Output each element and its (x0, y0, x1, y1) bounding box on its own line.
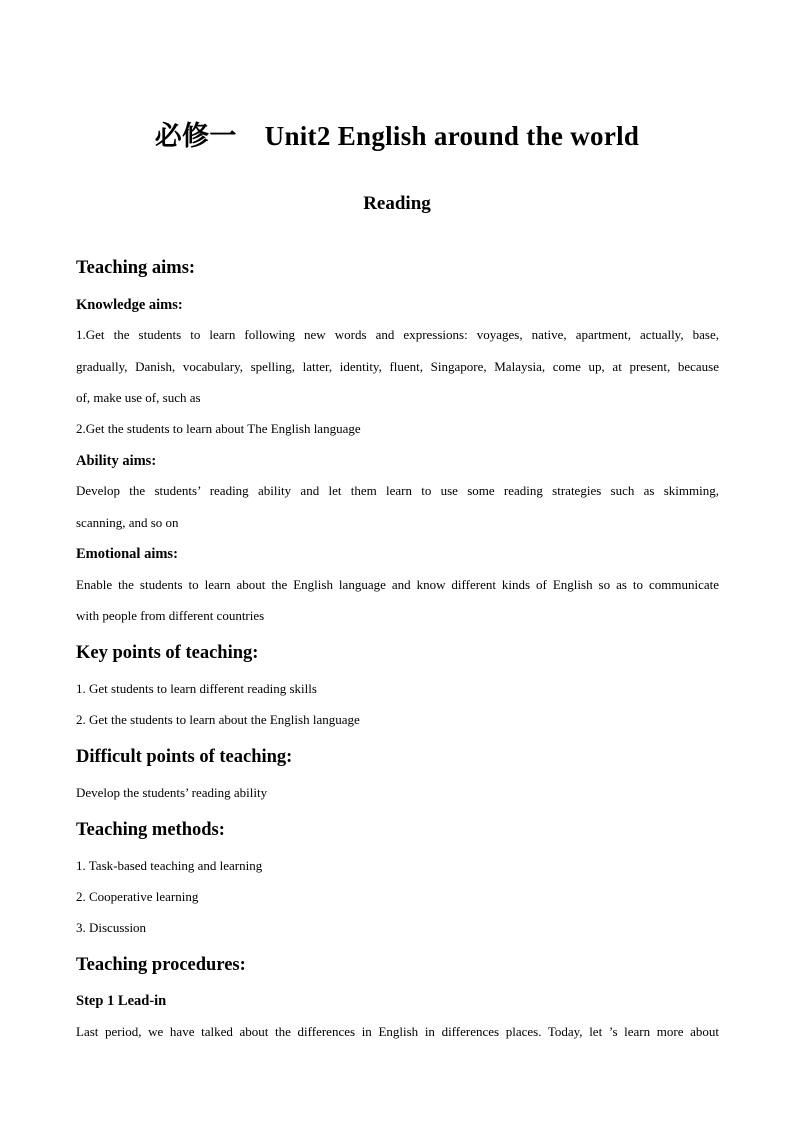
step1-heading: Step 1 Lead-in (76, 993, 167, 1009)
document-title (0, 114, 794, 153)
ability-aims-line-2: scanning, and so on (76, 515, 179, 530)
ability-aims-heading: Ability aims: (76, 453, 157, 469)
emotional-aims-line-2: with people from different countries (76, 608, 265, 623)
knowledge-aims-line-1: 1.Get the students to learn following new words and expressions: voyages, native, apartment, actually, base, (76, 327, 719, 342)
difficult-points-line-1: Develop the students’ reading ability (76, 785, 268, 800)
teaching-methods-line-3: 3. Discussion (76, 920, 147, 935)
key-points-heading: Key points of teaching: (76, 643, 259, 663)
emotional-aims-heading: Emotional aims: (76, 546, 178, 562)
difficult-points-heading: Difficult points of teaching: (76, 747, 293, 767)
key-points-line-2: 2. Get the students to learn about the English language (76, 712, 360, 727)
key-points-line-1: 1. Get students to learn different reading skills (76, 681, 317, 696)
teaching-methods-line-2: 2. Cooperative learning (76, 889, 199, 904)
ability-aims-line-1: Develop the students’ reading ability and let them learn to use some reading strategies such as skimming, (76, 483, 719, 498)
teaching-aims-heading: Teaching aims: (76, 258, 196, 278)
knowledge-aims-heading: Knowledge aims: (76, 297, 183, 313)
teaching-methods-heading: Teaching methods: (76, 820, 225, 840)
step1-line-1: Last period, we have talked about the differences in English in differences places. Today, let ’s learn more about (76, 1024, 719, 1039)
knowledge-aims-line-3: of, make use of, such as (76, 390, 201, 405)
document-subtitle: Reading (363, 193, 431, 214)
teaching-procedures-heading: Teaching procedures: (76, 955, 246, 975)
teaching-methods-line-1: 1. Task-based teaching and learning (76, 858, 263, 873)
emotional-aims-line-1: Enable the students to learn about the English language and know different kinds of English so as to communicate (76, 577, 719, 592)
knowledge-aims-line-4: 2.Get the students to learn about The English language (76, 421, 361, 436)
title-chinese: 必修一 (154, 121, 237, 152)
title-english: Unit2 English around the world (264, 121, 640, 151)
knowledge-aims-line-2: gradually, Danish, vocabulary, spelling, latter, identity, fluent, Singapore, Malaysia, come up, at present, because (76, 359, 719, 374)
